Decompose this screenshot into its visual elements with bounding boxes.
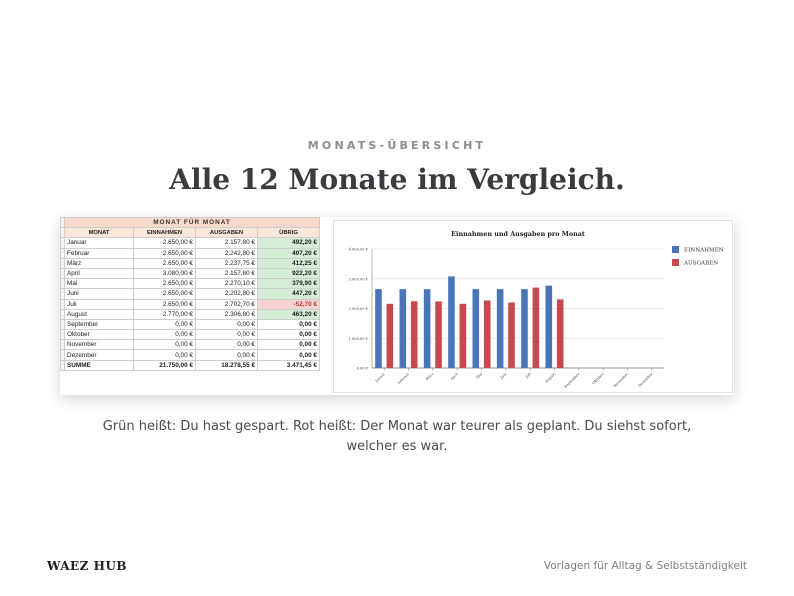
column-header-monat: MONAT	[65, 228, 134, 238]
x-tick-label: Juli	[524, 371, 532, 379]
x-tick-label: Februar	[397, 371, 411, 386]
cell-ausgaben: 0,00 €	[196, 340, 258, 350]
cell-einnahmen: 2.650,00 €	[134, 299, 196, 309]
cell-uebrig: 0,00 €	[258, 319, 320, 329]
cell-ausgaben: 0,00 €	[196, 319, 258, 329]
section-eyebrow: MONATS-ÜBERSICHT	[307, 139, 487, 152]
bar-ausgaben	[508, 302, 515, 368]
table-title: MONAT FÜR MONAT	[65, 218, 320, 228]
caption-line-2: welcher es war.	[346, 439, 448, 454]
table-row	[61, 319, 320, 329]
bar-ausgaben	[387, 304, 394, 368]
bar-einnahmen	[521, 289, 528, 368]
cell-uebrig: 492,20 €	[258, 238, 320, 248]
cell-monat: März	[65, 258, 134, 268]
cell-monat: Mai	[65, 279, 134, 289]
cell-uebrig: 379,90 €	[258, 279, 320, 289]
legend-swatch-ausgaben	[672, 259, 679, 266]
sum-uebrig: 3.471,45 €	[258, 360, 320, 370]
sum-einnahmen: 21.750,00 €	[134, 360, 196, 370]
bar-einnahmen	[375, 289, 382, 368]
spreadsheet-table	[60, 217, 322, 395]
cell-einnahmen: 2.650,00 €	[134, 238, 196, 248]
cell-uebrig: 407,20 €	[258, 248, 320, 258]
column-header-uebrig: ÜBRIG	[258, 228, 320, 238]
cell-monat: November	[65, 340, 134, 350]
table-row	[61, 309, 320, 319]
bar-ausgaben	[557, 299, 564, 368]
cell-einnahmen: 0,00 €	[134, 340, 196, 350]
x-tick-label: Dezember	[637, 371, 654, 388]
cell-uebrig: 0,00 €	[258, 350, 320, 360]
cell-einnahmen: 0,00 €	[134, 350, 196, 360]
table-row	[61, 268, 320, 278]
cell-ausgaben: 2.157,80 €	[196, 238, 258, 248]
cell-monat: Februar	[65, 248, 134, 258]
x-tick-label: August	[544, 371, 557, 384]
bar-ausgaben	[460, 304, 467, 368]
x-tick-label: Januar	[374, 371, 386, 384]
cell-monat: September	[65, 319, 134, 329]
cell-monat: August	[65, 309, 134, 319]
table-row	[61, 279, 320, 289]
cell-ausgaben: 2.242,80 €	[196, 248, 258, 258]
cell-einnahmen: 2.650,00 €	[134, 279, 196, 289]
cell-uebrig: 447,20 €	[258, 289, 320, 299]
cell-einnahmen: 0,00 €	[134, 330, 196, 340]
x-tick-label: Mai	[475, 371, 484, 380]
cell-ausgaben: 2.237,75 €	[196, 258, 258, 268]
legend-swatch-einnahmen	[672, 246, 679, 253]
bar-einnahmen	[473, 289, 480, 368]
sum-label: SUMME	[65, 360, 134, 370]
bar-einnahmen	[424, 289, 431, 368]
y-tick-label: 0,00 €	[356, 366, 368, 371]
column-header-ausgaben: AUSGABEN	[196, 228, 258, 238]
footer-tagline: Vorlagen für Alltag & Selbstständigkeit	[543, 560, 747, 572]
caption-line-1: Grün heißt: Du hast gespart. Rot heißt: Der Monat war teurer als geplant. Du siehst sofort,	[102, 419, 692, 434]
cell-uebrig: 0,00 €	[258, 340, 320, 350]
x-tick-label: Juni	[499, 371, 508, 380]
table-row	[61, 248, 320, 258]
table-row	[61, 299, 320, 309]
bar-einnahmen	[546, 286, 553, 368]
table-row	[61, 258, 320, 268]
bar-ausgaben	[435, 301, 442, 368]
cell-ausgaben: 2.702,70 €	[196, 299, 258, 309]
table-row	[61, 330, 320, 340]
cell-ausgaben: 2.306,80 €	[196, 309, 258, 319]
cell-ausgaben: 2.157,80 €	[196, 268, 258, 278]
bar-ausgaben	[484, 300, 491, 368]
preview-card	[60, 217, 734, 395]
cell-einnahmen: 0,00 €	[134, 319, 196, 329]
chart-panel	[333, 220, 733, 393]
bar-ausgaben	[411, 301, 418, 368]
bar-einnahmen	[400, 289, 407, 368]
table-header-row	[61, 228, 320, 238]
cell-ausgaben: 0,00 €	[196, 330, 258, 340]
table-row	[61, 238, 320, 248]
cell-uebrig: 922,20 €	[258, 268, 320, 278]
cell-einnahmen: 2.770,00 €	[134, 309, 196, 319]
bar-einnahmen	[448, 276, 455, 368]
column-header-einnahmen: EINNAHMEN	[134, 228, 196, 238]
table-row	[61, 350, 320, 360]
cell-uebrig: 412,25 €	[258, 258, 320, 268]
x-tick-label: April	[449, 371, 459, 382]
x-tick-label: September	[563, 371, 581, 389]
x-tick-label: Oktober	[591, 371, 605, 386]
sum-ausgaben: 18.278,55 €	[196, 360, 258, 370]
cell-monat: Juli	[65, 299, 134, 309]
bar-einnahmen	[497, 289, 504, 368]
table-sum-row	[61, 360, 320, 370]
cell-einnahmen: 2.650,00 €	[134, 258, 196, 268]
table-title-row	[61, 218, 320, 228]
table-row	[61, 340, 320, 350]
caption	[90, 417, 704, 457]
bar-ausgaben	[533, 288, 540, 368]
y-tick-label: 3.000,00 €	[348, 277, 368, 282]
cell-monat: Januar	[65, 238, 134, 248]
chart-title: Einnahmen und Ausgaben pro Monat	[451, 230, 585, 238]
cell-einnahmen: 2.650,00 €	[134, 289, 196, 299]
table-row	[61, 289, 320, 299]
cell-ausgaben: 2.202,80 €	[196, 289, 258, 299]
cell-uebrig: 0,00 €	[258, 330, 320, 340]
y-tick-label: 1.000,00 €	[348, 336, 368, 341]
y-tick-label: 2.000,00 €	[348, 307, 368, 311]
legend-label-ausgaben: AUSGABEN	[684, 260, 719, 267]
bar-chart	[334, 221, 732, 392]
cell-ausgaben: 2.270,10 €	[196, 279, 258, 289]
cell-uebrig: 463,20 €	[258, 309, 320, 319]
page-title: Alle 12 Monate im Vergleich.	[169, 163, 625, 196]
cell-monat: Dezember	[65, 350, 134, 360]
cell-einnahmen: 2.650,00 €	[134, 248, 196, 258]
cell-ausgaben: 0,00 €	[196, 350, 258, 360]
y-tick-label: 4.000,00 €	[348, 247, 368, 252]
cell-monat: April	[65, 268, 134, 278]
cell-einnahmen: 3.080,00 €	[134, 268, 196, 278]
cell-monat: Oktober	[65, 330, 134, 340]
cell-monat: Juni	[65, 289, 134, 299]
x-tick-label: November	[612, 371, 630, 389]
legend-label-einnahmen: EINNAHMEN	[684, 247, 724, 254]
cell-uebrig: -52,70 €	[258, 299, 320, 309]
x-tick-label: März	[425, 371, 435, 382]
brand-logo: WAEZ HUB	[47, 559, 128, 573]
